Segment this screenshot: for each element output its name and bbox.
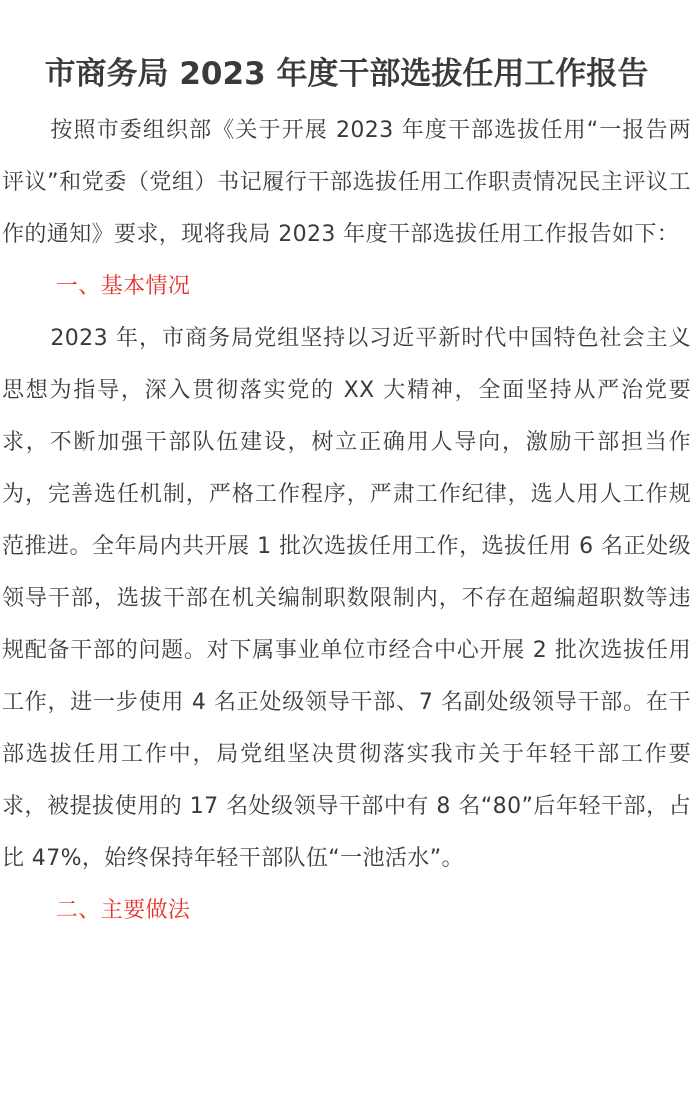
- document-body: [2, 105, 691, 937]
- basic-situation-paragraph: 2023 年，市商务局党组坚持以习近平新时代中国特色社会主义思想为指导，深入贯彻落实党的 XX 大精神，全面坚持从严治党要求，不断加强干部队伍建设，树立正确用人导向，激励干部担当作为，完善选任机制，严格工作程序，严肃工作纪律，选人用人工作规范推进。全年局内共开展 1 批次选拔任用工作，选拔任用 6 名正处级领导干部，选拔干部在机关编制职数限制内，不存在超编超职数等违规配备干部的问题。对下属事业单位市经合中心开展 2 批次选拔任用工作，进一步使用 4 名正处级领导干部、7 名副处级领导干部。在干部选拔任用工作中，局党组坚决贯彻落实我市关于年轻干部工作要求，被提拔使用的 17 名处级领导干部中有 8 名“80”后年轻干部，占比 47%，始终保持年轻干部队伍“一池活水”。: [2, 326, 691, 871]
- section-heading-main-practices: 二、主要做法: [55, 898, 191, 923]
- intro-paragraph: 按照市委组织部《关于开展 2023 年度干部选拔任用“一报告两评议”和党委（党组）书记履行干部选拔任用工作职责情况民主评议工作的通知》要求，现将我局 2023 年度干部选拔任用工作报告如下：: [2, 118, 691, 247]
- section-heading-basic-situation: 一、基本情况: [55, 274, 191, 299]
- title-prefix: 市商务局: [44, 55, 169, 92]
- title-year: 2023: [179, 55, 266, 92]
- title-suffix: 年度干部选拔任用工作报告: [276, 55, 649, 92]
- document-title: [0, 49, 693, 99]
